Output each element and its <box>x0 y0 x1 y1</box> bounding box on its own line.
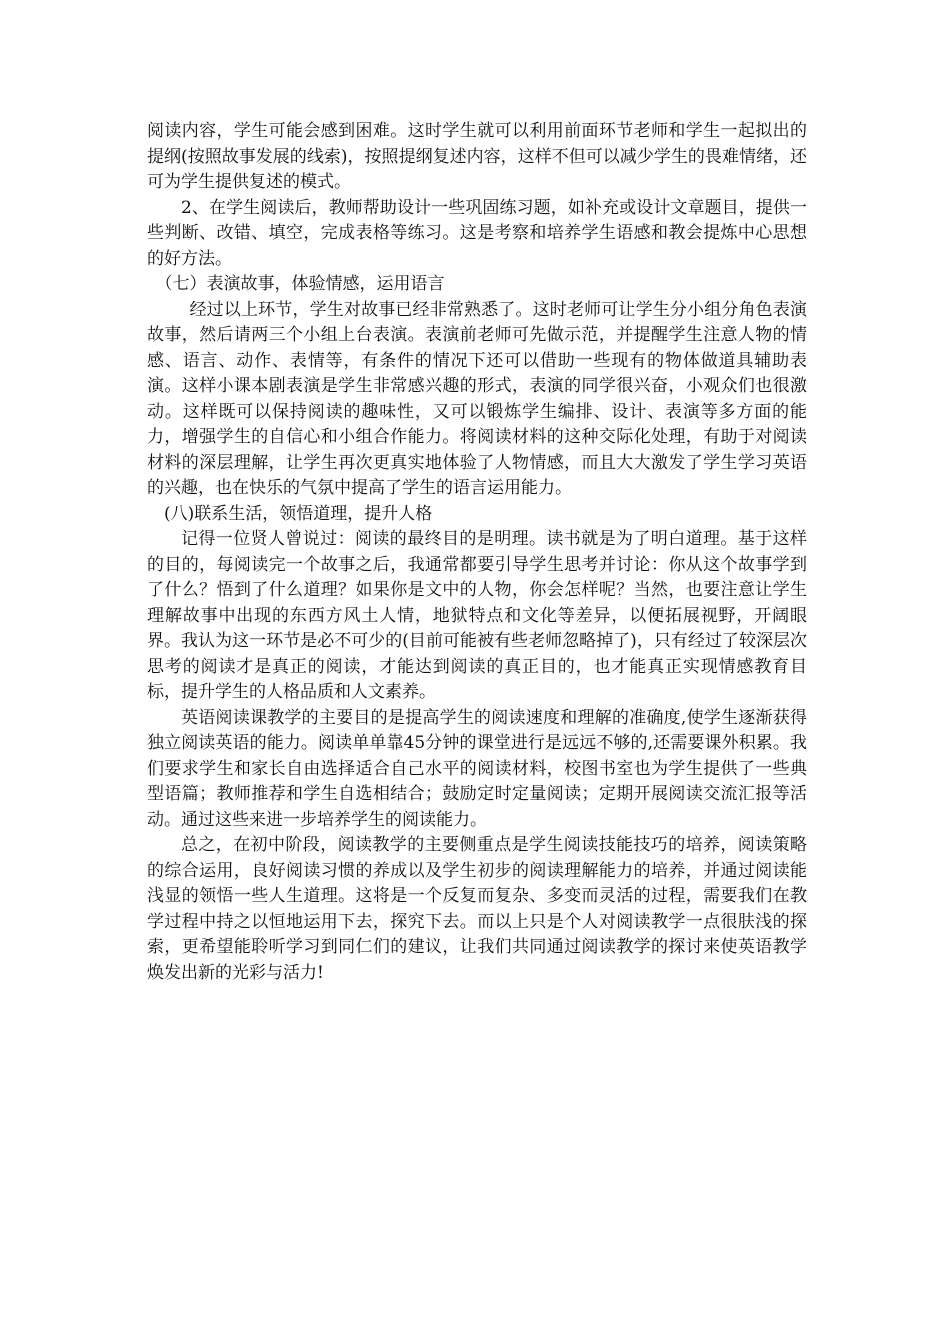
paragraph-exercise-design: 2、在学生阅读后，教师帮助设计一些巩固练习题，如补充或设计文章题目，提供一些判断、改错、填空，完成表格等练习。这是考察和培养学生语感和教会提炼中心思想的好方法。 <box>147 197 807 269</box>
paragraph-conclusion: 总之，在初中阶段，阅读教学的主要侧重点是学生阅读技能技巧的培养，阅读策略的综合运用，良好阅读习惯的养成以及学生初步的阅读理解能力的培养，并通过阅读能浅显的领悟一些人生道理。这将是一个反复而复杂、多变而灵活的过程，需要我们在教学过程中持之以恒地运用下去，探究下去。而以上只是个人对阅读教学一点很肤浅的探索，更希望能聆听学习到同仁们的建议，让我们共同通过阅读教学的探讨来使英语教学焕发出新的光彩与活力! <box>147 835 807 983</box>
section-heading-seven: （七）表演故事，体验情感，运用语言 <box>155 274 445 294</box>
paragraph-teaching-goal: 英语阅读课教学的主要目的是提高学生的阅读速度和理解的准确度,使学生逐渐获得独立阅读英语的能力。阅读单单靠45分钟的课堂进行是远远不够的,还需要课外积累。我们要求学生和家长自由选择适合自己水平的阅读材料，校图书室也为学生提供了一些典型语篇；教师推荐和学生自选相结合；鼓励定时定量阅读；定期开展阅读交流汇报等活动。通过这些来进一步培养学生的阅读能力。 <box>147 707 807 830</box>
paragraph-performance: 经过以上环节，学生对故事已经非常熟悉了。这时老师可让学生分小组分角色表演故事，然后请两三个小组上台表演。表演前老师可先做示范，并提醒学生注意人物的情感、语言、动作、表情等，有条件的情况下还可以借助一些现有的物体做道具辅助表演。这样小课本剧表演是学生非常感兴趣的形式，表演的同学很兴奋，小观众们也很激动。这样既可以保持阅读的趣味性，又可以锻炼学生编排、设计、表演等多方面的能力，增强学生的自信心和小组合作能力。将阅读材料的这种交际化处理，有助于对阅读材料的深层理解，让学生再次更真实地体验了人物情感，而且大大激发了学生学习英语的兴趣，也在快乐的气氛中提高了学生的语言运用能力。 <box>147 299 807 498</box>
paragraph-life-connection: 记得一位贤人曾说过：阅读的最终目的是明理。读书就是为了明白道理。基于这样的目的，每阅读完一个故事之后，我通常都要引导学生思考并讨论：你从这个故事学到了什么？悟到了什么道理？如果你是文中的人物，你会怎样呢？当然，也要注意让学生理解故事中出现的东西方风土人情，地狱特点和文化等差异，以便拓展视野，开阔眼界。我认为这一环节是必不可少的(目前可能被有些老师忽略掉了)，只有经过了较深层次思考的阅读才是真正的阅读，才能达到阅读的真正目的，也才能真正实现情感教育目标，提升学生的人格品质和人文素养。 <box>147 529 807 702</box>
document-body <box>147 119 807 986</box>
paragraph-continuation: 阅读内容，学生可能会感到困难。这时学生就可以利用前面环节老师和学生一起拟出的提纲(按照故事发展的线索)，按照提纲复述内容，这样不但可以减少学生的畏难情绪，还可为学生提供复述的模式。 <box>147 121 807 192</box>
section-heading-eight: (八)联系生活，领悟道理，提升人格 <box>164 503 433 524</box>
